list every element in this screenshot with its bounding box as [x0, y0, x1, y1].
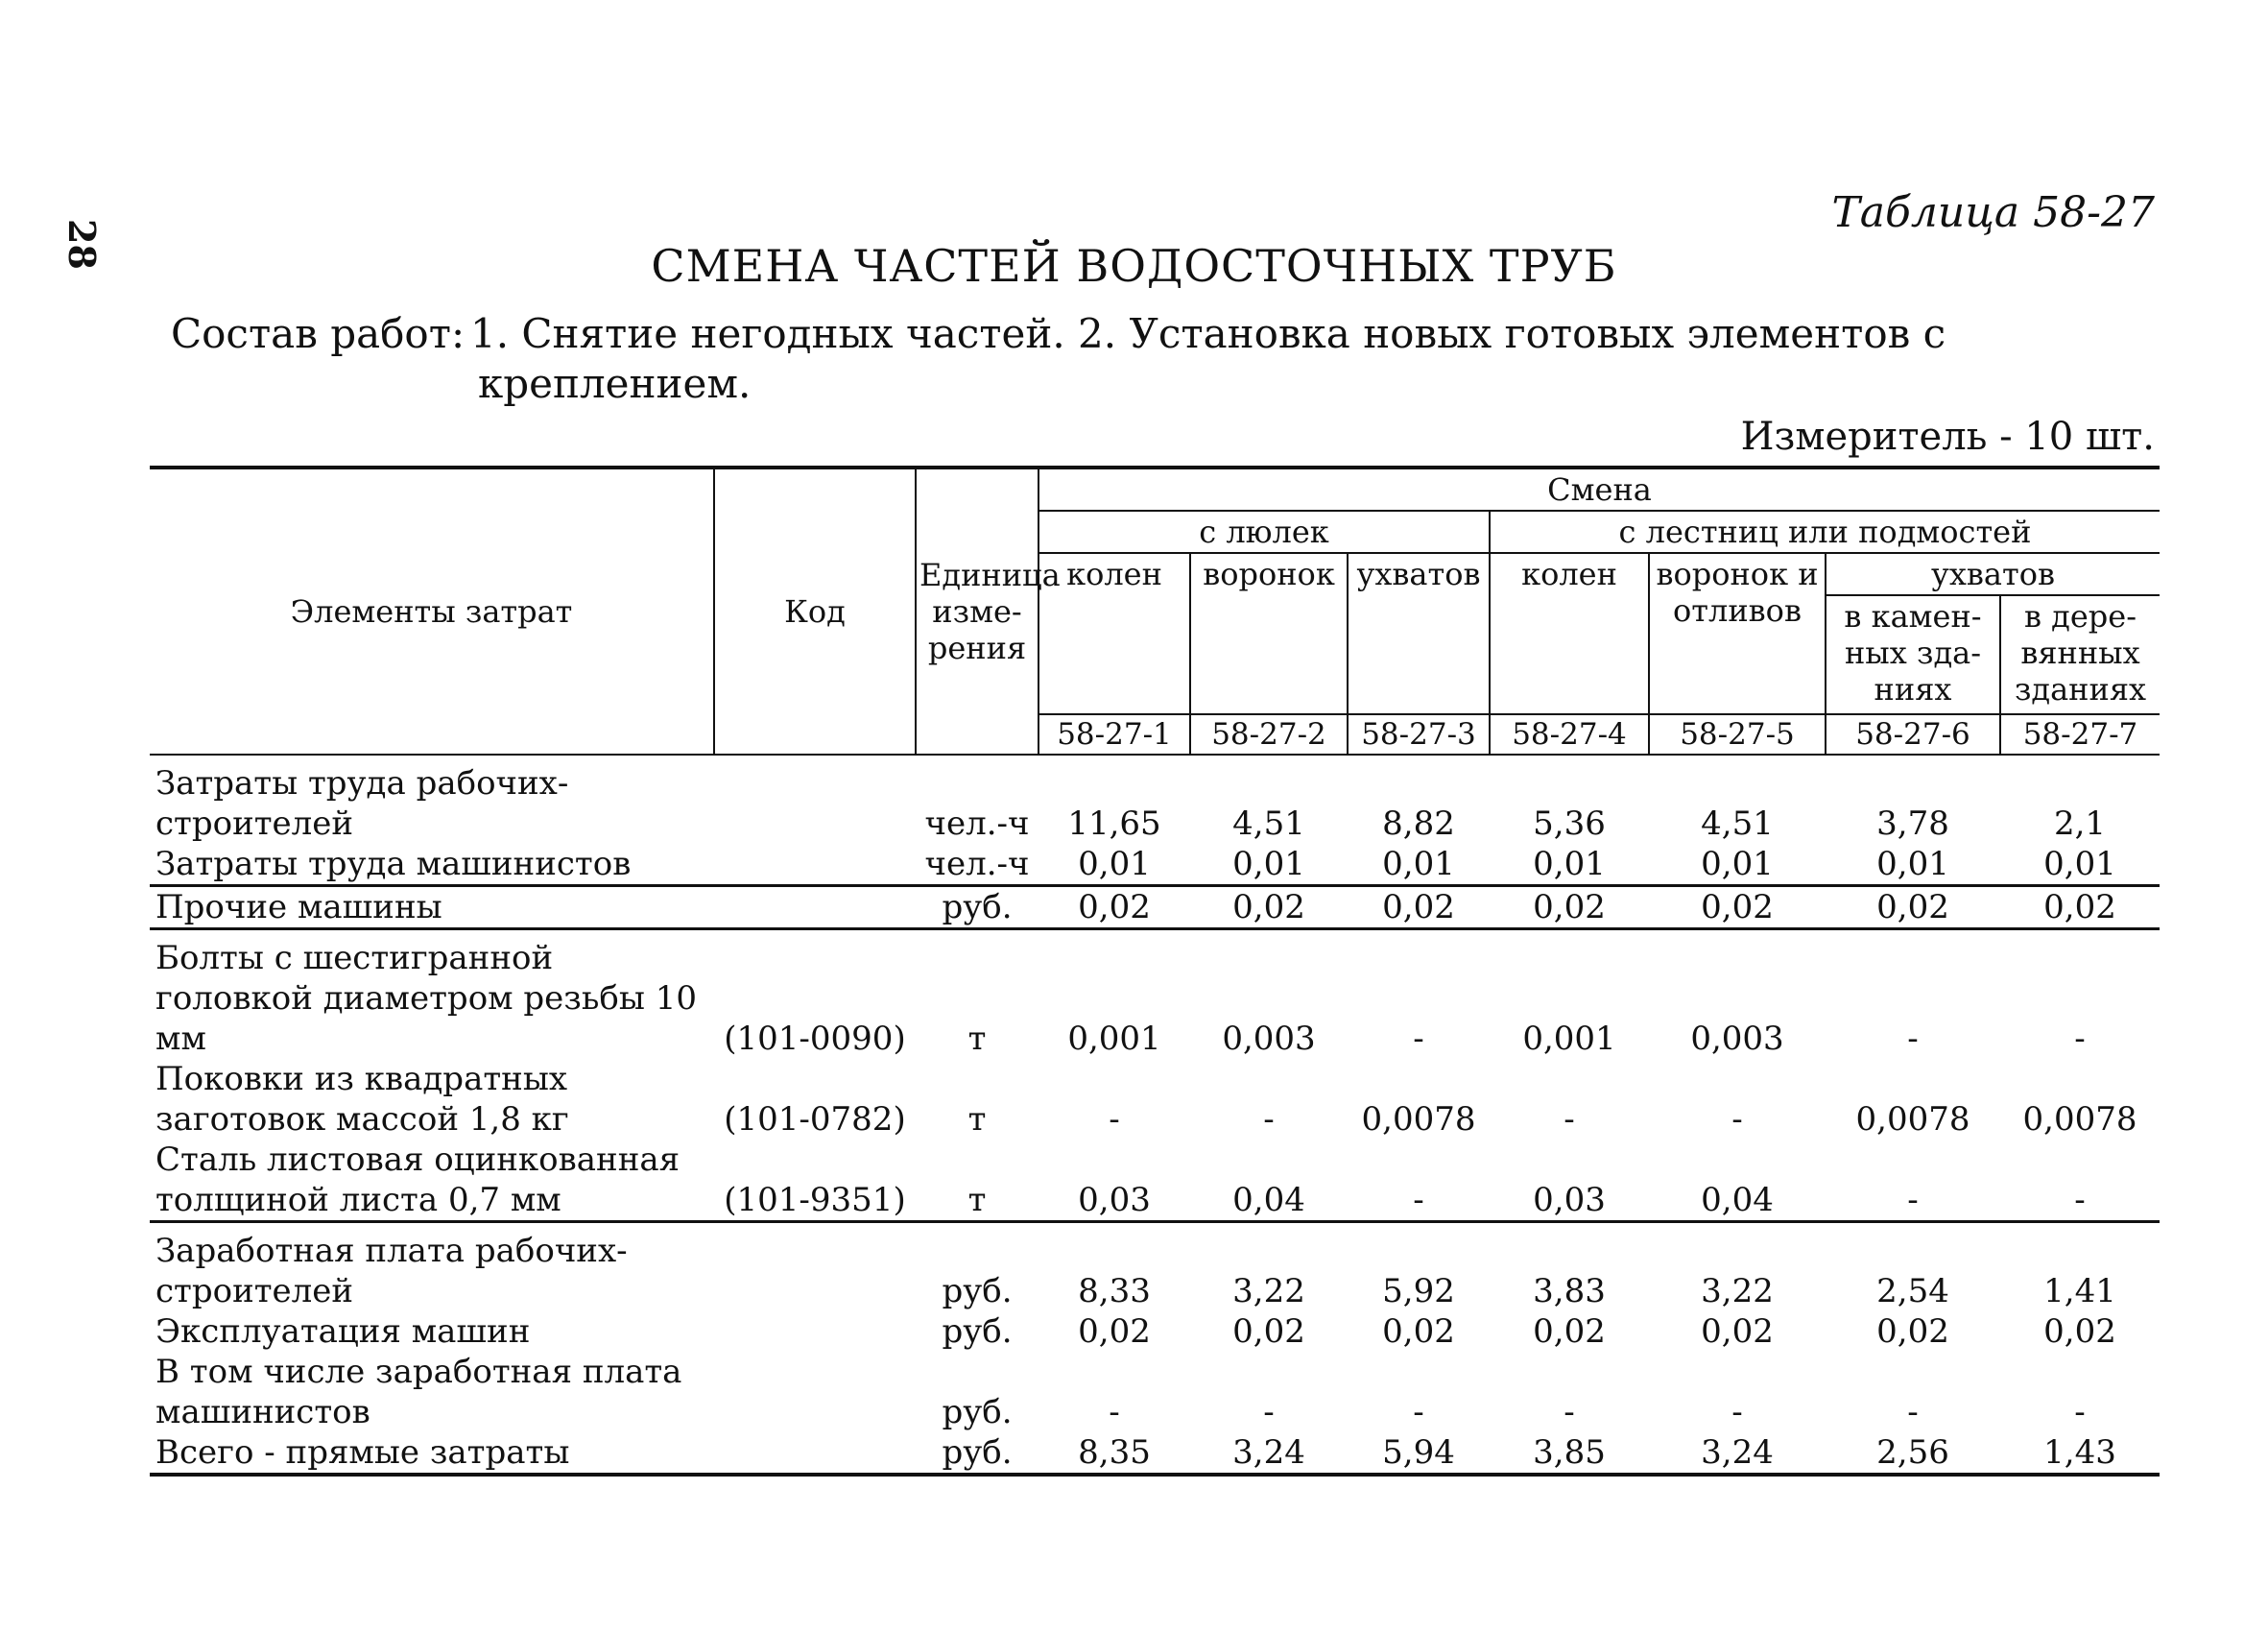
row-code: [714, 1432, 916, 1475]
header-col-6: в камен-ных зда-ниях: [1826, 595, 2000, 714]
row-value: -: [1564, 1393, 1575, 1431]
header-code-5: 58-27-5: [1649, 714, 1826, 755]
row-value: -: [1413, 1020, 1424, 1058]
row-value: 8,35: [1039, 1432, 1190, 1475]
row-unit: чел.-ч: [916, 844, 1039, 886]
row-value: 0,02: [1533, 1312, 1606, 1351]
row-value: 0,001: [1067, 1020, 1161, 1058]
header-code-7: 58-27-7: [2000, 714, 2160, 755]
header-code-1: 58-27-1: [1039, 714, 1190, 755]
row-name: Заработная плата рабочих-строителей: [155, 1232, 628, 1310]
row-value: -: [2074, 1393, 2086, 1431]
row-value: 2,54: [1876, 1272, 1949, 1310]
row-value: 0,01: [1826, 844, 2000, 886]
row-value: 0,02: [1232, 1312, 1305, 1351]
row-unit: т: [916, 1140, 1039, 1222]
table-row: [150, 755, 2160, 844]
row-code: [714, 1352, 916, 1432]
row-unit: чел.-ч: [924, 804, 1030, 843]
row-value: -: [1731, 1393, 1743, 1431]
row-code: [714, 886, 916, 929]
row-unit: руб.: [942, 1312, 1013, 1351]
row-value: 3,83: [1533, 1272, 1606, 1310]
row-value: 0,02: [2043, 1312, 2116, 1351]
header-code-4: 58-27-4: [1490, 714, 1649, 755]
row-code: [714, 844, 916, 886]
row-value: 0,01: [1348, 844, 1490, 886]
row-value: 1,43: [2000, 1432, 2160, 1475]
row-value: 11,65: [1067, 804, 1161, 843]
row-value: 1,41: [2043, 1272, 2116, 1310]
header-col-4: колен: [1490, 553, 1649, 714]
row-value: -: [1263, 1393, 1275, 1431]
table-row: [150, 886, 2160, 929]
row-value: 0,02: [1876, 1312, 1949, 1351]
row-code: [714, 755, 916, 844]
header-col-2: воронок: [1190, 553, 1348, 714]
table-row: [150, 1352, 2160, 1432]
row-value: 5,94: [1348, 1432, 1490, 1475]
composition-line-1: [171, 309, 1994, 359]
header-code-3: 58-27-3: [1348, 714, 1490, 755]
row-value: 4,51: [1701, 804, 1774, 843]
row-name: Всего - прямые затраты: [150, 1432, 714, 1475]
header-col-1: колен: [1039, 553, 1190, 714]
table-row: [150, 1432, 2160, 1475]
row-value: 3,24: [1649, 1432, 1826, 1475]
row-value: 0,01: [1039, 844, 1190, 886]
row-unit: т: [967, 1100, 987, 1139]
header-col-3: ухватов: [1348, 553, 1490, 714]
table-row: [150, 1140, 2160, 1222]
row-value: 0,02: [1190, 886, 1348, 929]
composition-label: Состав работ:: [171, 310, 466, 357]
header-unit: Единица изме-рения: [916, 468, 1039, 755]
row-name: В том числе заработная плата машинистов: [155, 1353, 682, 1431]
row-value: -: [1348, 1140, 1490, 1222]
row-value: 0,04: [1190, 1140, 1348, 1222]
row-name: Сталь листовая оцинкованная толщиной листа 0,7 мм: [150, 1140, 714, 1222]
row-value: 0,02: [1490, 886, 1649, 929]
row-value: -: [1413, 1393, 1424, 1431]
row-value: 3,78: [1876, 804, 1949, 843]
row-value: 0,01: [1490, 844, 1649, 886]
row-unit: руб.: [942, 1272, 1013, 1310]
row-name: Прочие машины: [150, 886, 714, 929]
header-smena: Смена: [1039, 468, 2160, 511]
row-value: 3,24: [1190, 1432, 1348, 1475]
row-value: 0,02: [1826, 886, 2000, 929]
row-value: 0,02: [1348, 886, 1490, 929]
row-unit: руб.: [916, 1432, 1039, 1475]
row-value: 0,02: [1382, 1312, 1455, 1351]
row-value: 0,02: [1078, 1312, 1151, 1351]
row-value: -: [1564, 1100, 1575, 1139]
row-value: 2,1: [2053, 804, 2107, 843]
table-row: [150, 844, 2160, 886]
row-value: 0,0078: [1361, 1100, 1476, 1139]
header-code: Код: [714, 468, 916, 755]
row-value: 0,04: [1649, 1140, 1826, 1222]
page-title: СМЕНА ЧАСТЕЙ ВОДОСТОЧНЫХ ТРУБ: [651, 240, 1617, 292]
row-value: 0,02: [1701, 1312, 1774, 1351]
row-value: 0,0078: [2022, 1100, 2137, 1139]
work-composition: [171, 309, 1994, 409]
row-value: 0,01: [2000, 844, 2160, 886]
header-s-lestnits: с лестниц или подмостей: [1490, 511, 2160, 553]
row-unit: руб.: [942, 1393, 1013, 1431]
row-value: -: [1263, 1100, 1275, 1139]
row-value: -: [1907, 1393, 1919, 1431]
header-s-lyulek: с люлек: [1039, 511, 1490, 553]
table-row: [150, 1311, 2160, 1352]
table-number: Таблица 58-27: [1831, 188, 2155, 237]
row-value: -: [1731, 1100, 1743, 1139]
norms-table: [150, 466, 2160, 1477]
row-name: Болты с шестигранной головкой диаметром резьбы 10 мм: [155, 939, 697, 1058]
row-name: Затраты труда машинистов: [150, 844, 714, 886]
header-uhvatov-group: ухватов: [1826, 553, 2160, 595]
row-value: -: [2000, 1140, 2160, 1222]
row-code: (101-0782): [724, 1100, 906, 1139]
row-name: Поковки из квадратных заготовок массой 1,8 кг: [155, 1060, 569, 1139]
row-value: 0,01: [1190, 844, 1348, 886]
row-code: [714, 1311, 916, 1352]
row-value: -: [1109, 1393, 1120, 1431]
row-value: 0,0078: [1855, 1100, 1970, 1139]
row-value: 0,001: [1522, 1020, 1616, 1058]
row-code: (101-9351): [714, 1140, 916, 1222]
composition-text-1: 1. Снятие негодных частей. 2. Установка новых готовых элементов с: [470, 310, 1946, 357]
row-value: 0,003: [1690, 1020, 1784, 1058]
row-value: 8,33: [1078, 1272, 1151, 1310]
row-value: 3,22: [1232, 1272, 1305, 1310]
row-value: 0,02: [2000, 886, 2160, 929]
row-code: [714, 1222, 916, 1312]
row-unit: т: [967, 1020, 987, 1058]
header-elements: Элементы затрат: [150, 468, 714, 755]
row-value: 0,01: [1649, 844, 1826, 886]
header-col-7: в дере-вянных зданиях: [2000, 595, 2160, 714]
row-value: 0,02: [1039, 886, 1190, 929]
row-value: -: [2074, 1020, 2086, 1058]
table-row: [150, 929, 2160, 1060]
row-value: 3,85: [1490, 1432, 1649, 1475]
row-value: 0,02: [1649, 886, 1826, 929]
header-col-5: воронок и отливов: [1649, 553, 1826, 714]
table-row: [150, 1222, 2160, 1312]
row-value: -: [1109, 1100, 1120, 1139]
row-code: (101-0090): [724, 1020, 906, 1058]
row-value: 0,003: [1222, 1020, 1316, 1058]
row-value: 0,03: [1039, 1140, 1190, 1222]
table-row: [150, 1059, 2160, 1140]
row-value: 3,22: [1701, 1272, 1774, 1310]
row-value: 5,92: [1382, 1272, 1455, 1310]
row-value: 4,51: [1232, 804, 1305, 843]
row-value: 0,03: [1490, 1140, 1649, 1222]
row-value: -: [1826, 1140, 2000, 1222]
measure-unit: Измеритель - 10 шт.: [1740, 415, 2155, 459]
row-value: 5,36: [1533, 804, 1606, 843]
page-number: 28: [60, 219, 104, 270]
row-value: 8,82: [1382, 804, 1455, 843]
row-name: Эксплуатация машин: [155, 1312, 531, 1351]
row-value: -: [1907, 1020, 1919, 1058]
header-code-2: 58-27-2: [1190, 714, 1348, 755]
composition-line-2: креплением.: [478, 360, 752, 407]
row-name: Затраты труда рабочих-строителей: [155, 764, 569, 843]
row-value: 2,56: [1826, 1432, 2000, 1475]
header-code-6: 58-27-6: [1826, 714, 2000, 755]
row-unit: руб.: [916, 886, 1039, 929]
